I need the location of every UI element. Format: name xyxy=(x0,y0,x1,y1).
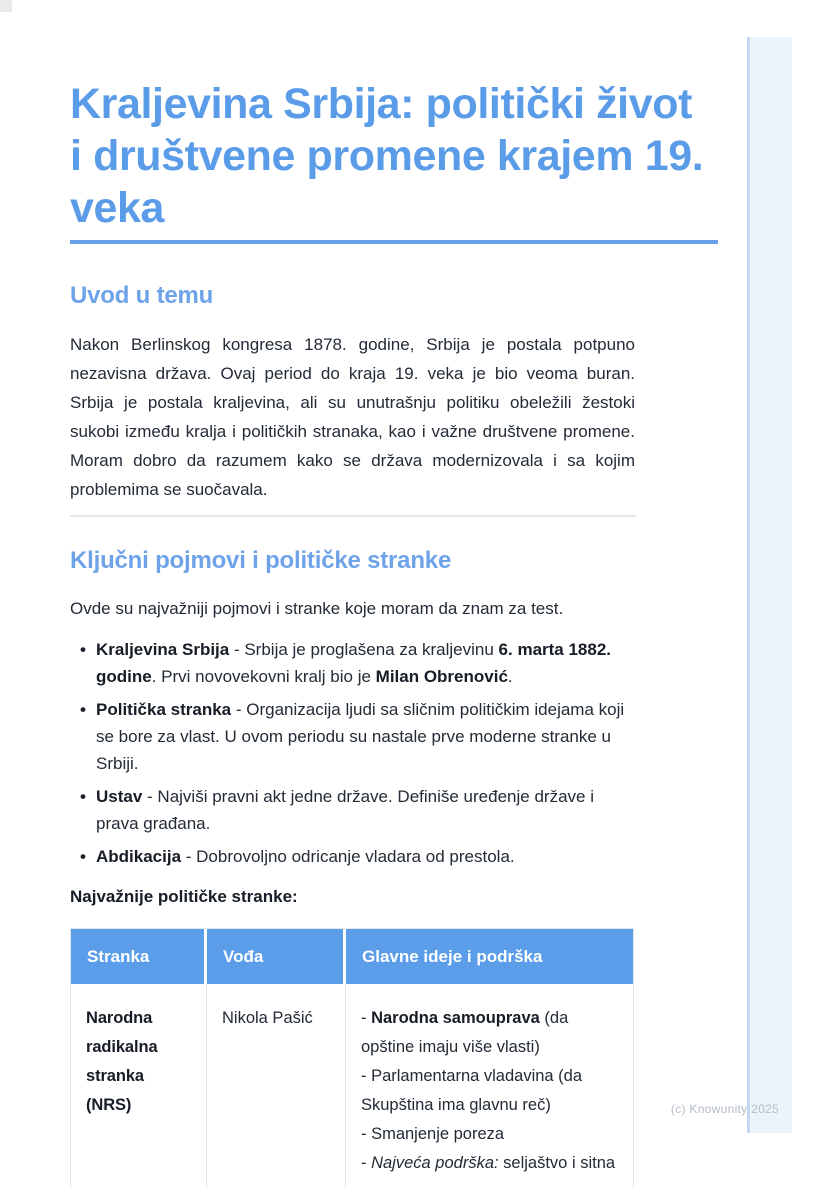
section-divider xyxy=(70,515,636,517)
title-divider xyxy=(70,240,718,244)
copyright-footer: (c) Knowunity 2025 xyxy=(670,1102,779,1116)
page-title: Kraljevina Srbija: politički život i društvene promene krajem 19. veka xyxy=(70,80,704,232)
idea-line: - Narodna samouprava (da opštine imaju više vlasti) xyxy=(361,1009,569,1056)
table-header-cell: Glavne ideje i podrška xyxy=(346,929,633,984)
party-name-cell: Narodna radikalna stranka (NRS) xyxy=(71,984,207,1188)
table-caption: Najvažnije političke stranke: xyxy=(70,887,298,906)
parties-table xyxy=(70,928,634,1188)
leader-cell: Nikola Pašić xyxy=(207,984,346,1188)
table-header-cell: Stranka xyxy=(71,929,207,984)
table-header-cell: Vođa xyxy=(207,929,346,984)
list-item: • Abdikacija - Dobrovoljno odricanje vladara od prestola. xyxy=(96,843,630,870)
section-heading-kljucni: Ključni pojmovi i političke stranke xyxy=(70,547,452,574)
section-heading-uvod: Uvod u temu xyxy=(70,282,214,309)
idea-line: - Parlamentarna vladavina (da Skupština ima glavnu reč) xyxy=(361,1067,583,1114)
parties-table-container xyxy=(70,928,634,1188)
list-item: • Ustav - Najviši pravni akt jedne države. Definiše uređenje države i prava građana. xyxy=(96,783,630,837)
ideas-cell xyxy=(346,984,633,1188)
list-item: • Politička stranka - Organizacija ljudi sa sličnim političkim idejama koji se bore za vlast. U ovom periodu su nastale prve moderne stranke u Srbiji. xyxy=(96,696,630,777)
table-row xyxy=(71,984,633,1188)
table-header-row xyxy=(71,929,633,984)
term-list xyxy=(70,636,630,870)
list-item: • Kraljevina Srbija - Srbija je proglašena za kraljevinu 6. marta 1882. godine. Prvi novovekovni kralj bio je Milan Obrenović. xyxy=(96,636,630,690)
uvod-paragraph: Nakon Berlinskog kongresa 1878. godine, Srbija je postala potpuno nezavisna država. Ovaj period do kraja 19. veka je bio veoma buran. Srbija je postala kraljevina, ali su unutrašnju politiku obeležili žestoki sukobi između kralja i političkih stranaka, kao i važne društvene promene. Moram dobro da razumem kako se država modernizovala i sa kojim problemima se suočavala. xyxy=(70,335,635,499)
idea-line: - Smanjenje poreza xyxy=(361,1125,505,1143)
idea-line: - Najveća podrška: seljaštvo i sitna xyxy=(361,1154,616,1172)
kljucni-intro: Ovde su najvažniji pojmovi i stranke koje moram da znam za test. xyxy=(70,599,564,618)
